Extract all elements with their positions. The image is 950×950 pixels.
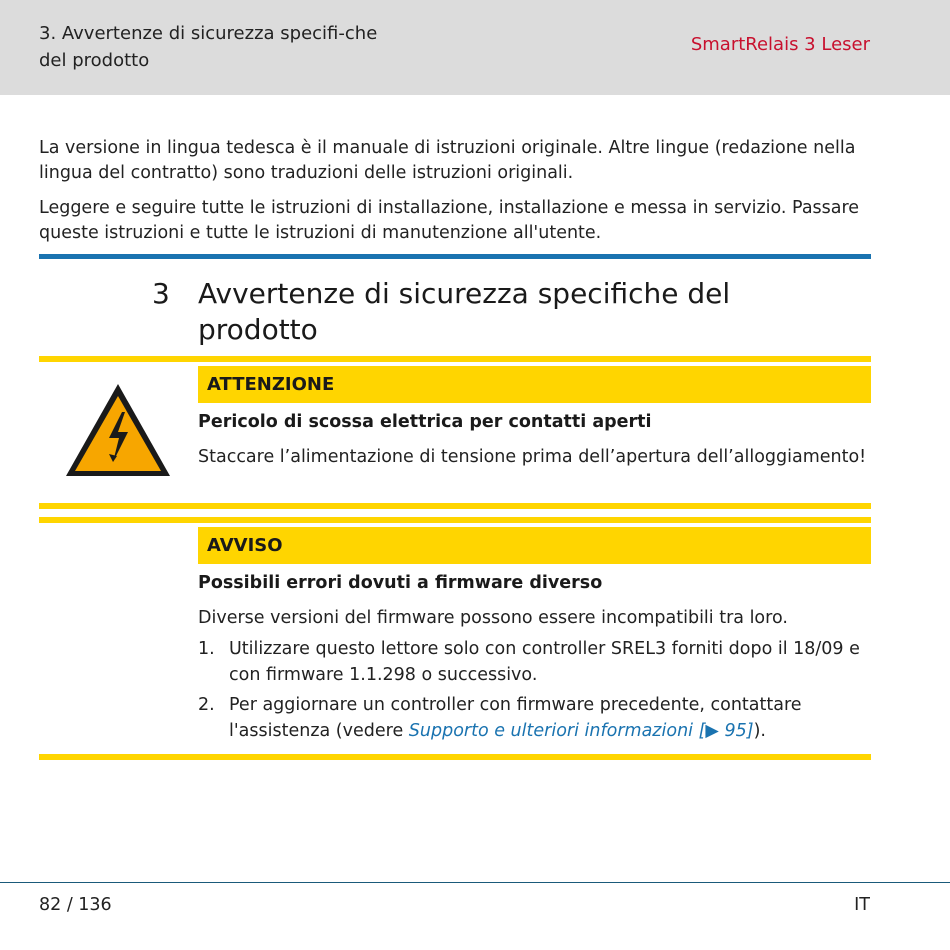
warning-label: ATTENZIONE: [207, 374, 335, 395]
notice-text: Diverse versioni del firmware possono essere incompatibili tra loro.: [198, 608, 788, 628]
step-number: 1.: [198, 639, 215, 659]
step-number: 2.: [198, 695, 215, 715]
intro-section: [39, 136, 871, 256]
step-text: Utilizzare questo lettore solo con controller SREL3 forniti dopo il 18/09 e con firmware 1.1.298 o successivo.: [229, 639, 860, 685]
header-product-name: SmartRelais 3 Leser: [690, 34, 870, 55]
intro-paragraph-1: La versione in lingua tedesca è il manuale di istruzioni originale. Altre lingue (redazione nella lingua del contratto) sono traduzioni delle istruzioni originali.: [39, 138, 856, 183]
intro-paragraph-2: Leggere e seguire tutte le istruzioni di installazione, installazione e messa in servizio. Passare queste istruzioni e tutte le istruzioni di manutenzione all'utente.: [39, 198, 860, 243]
support-link[interactable]: [409, 721, 754, 741]
notice-banner: [198, 527, 871, 564]
notice-top-rule: [39, 517, 871, 523]
warning-bottom-rule: [39, 503, 871, 509]
notice-subtitle: Possibili errori dovuti a firmware diverso: [198, 573, 603, 593]
footer-divider: [0, 882, 950, 883]
page-ref-arrow-icon: ▶: [705, 721, 725, 741]
warning-banner: [198, 366, 871, 403]
step-text: Per aggiornare un controller con firmware precedente, contattare l'assistenza (vedere: [229, 695, 802, 741]
header-chapter-title: 3. Avvertenze di sicurezza specifi-che del prodotto: [39, 23, 378, 71]
language-code: IT: [854, 895, 870, 915]
notice-steps-list: [198, 636, 871, 748]
notice-label: AVVISO: [207, 535, 283, 556]
list-item: [198, 636, 871, 688]
section-number: 3: [152, 277, 170, 310]
warning-subtitle: Pericolo di scossa elettrica per contatti aperti: [198, 412, 652, 432]
page-header: [0, 0, 950, 95]
warning-top-rule: [39, 356, 871, 362]
list-item: [198, 692, 871, 744]
section-title: Avvertenze di sicurezza specifiche del prodotto: [198, 277, 731, 346]
step-text-end: ).: [753, 721, 766, 741]
section-divider: [39, 254, 871, 259]
page-number: 82 / 136: [39, 895, 112, 915]
warning-text: Staccare l’alimentazione di tensione prima dell’apertura dell’alloggiamento!: [198, 447, 867, 467]
support-link-text: Supporto e ulteriori informazioni [: [408, 721, 706, 741]
electric-hazard-icon: [62, 380, 174, 480]
support-link-page: 95]: [724, 721, 754, 741]
notice-bottom-rule: [39, 754, 871, 760]
